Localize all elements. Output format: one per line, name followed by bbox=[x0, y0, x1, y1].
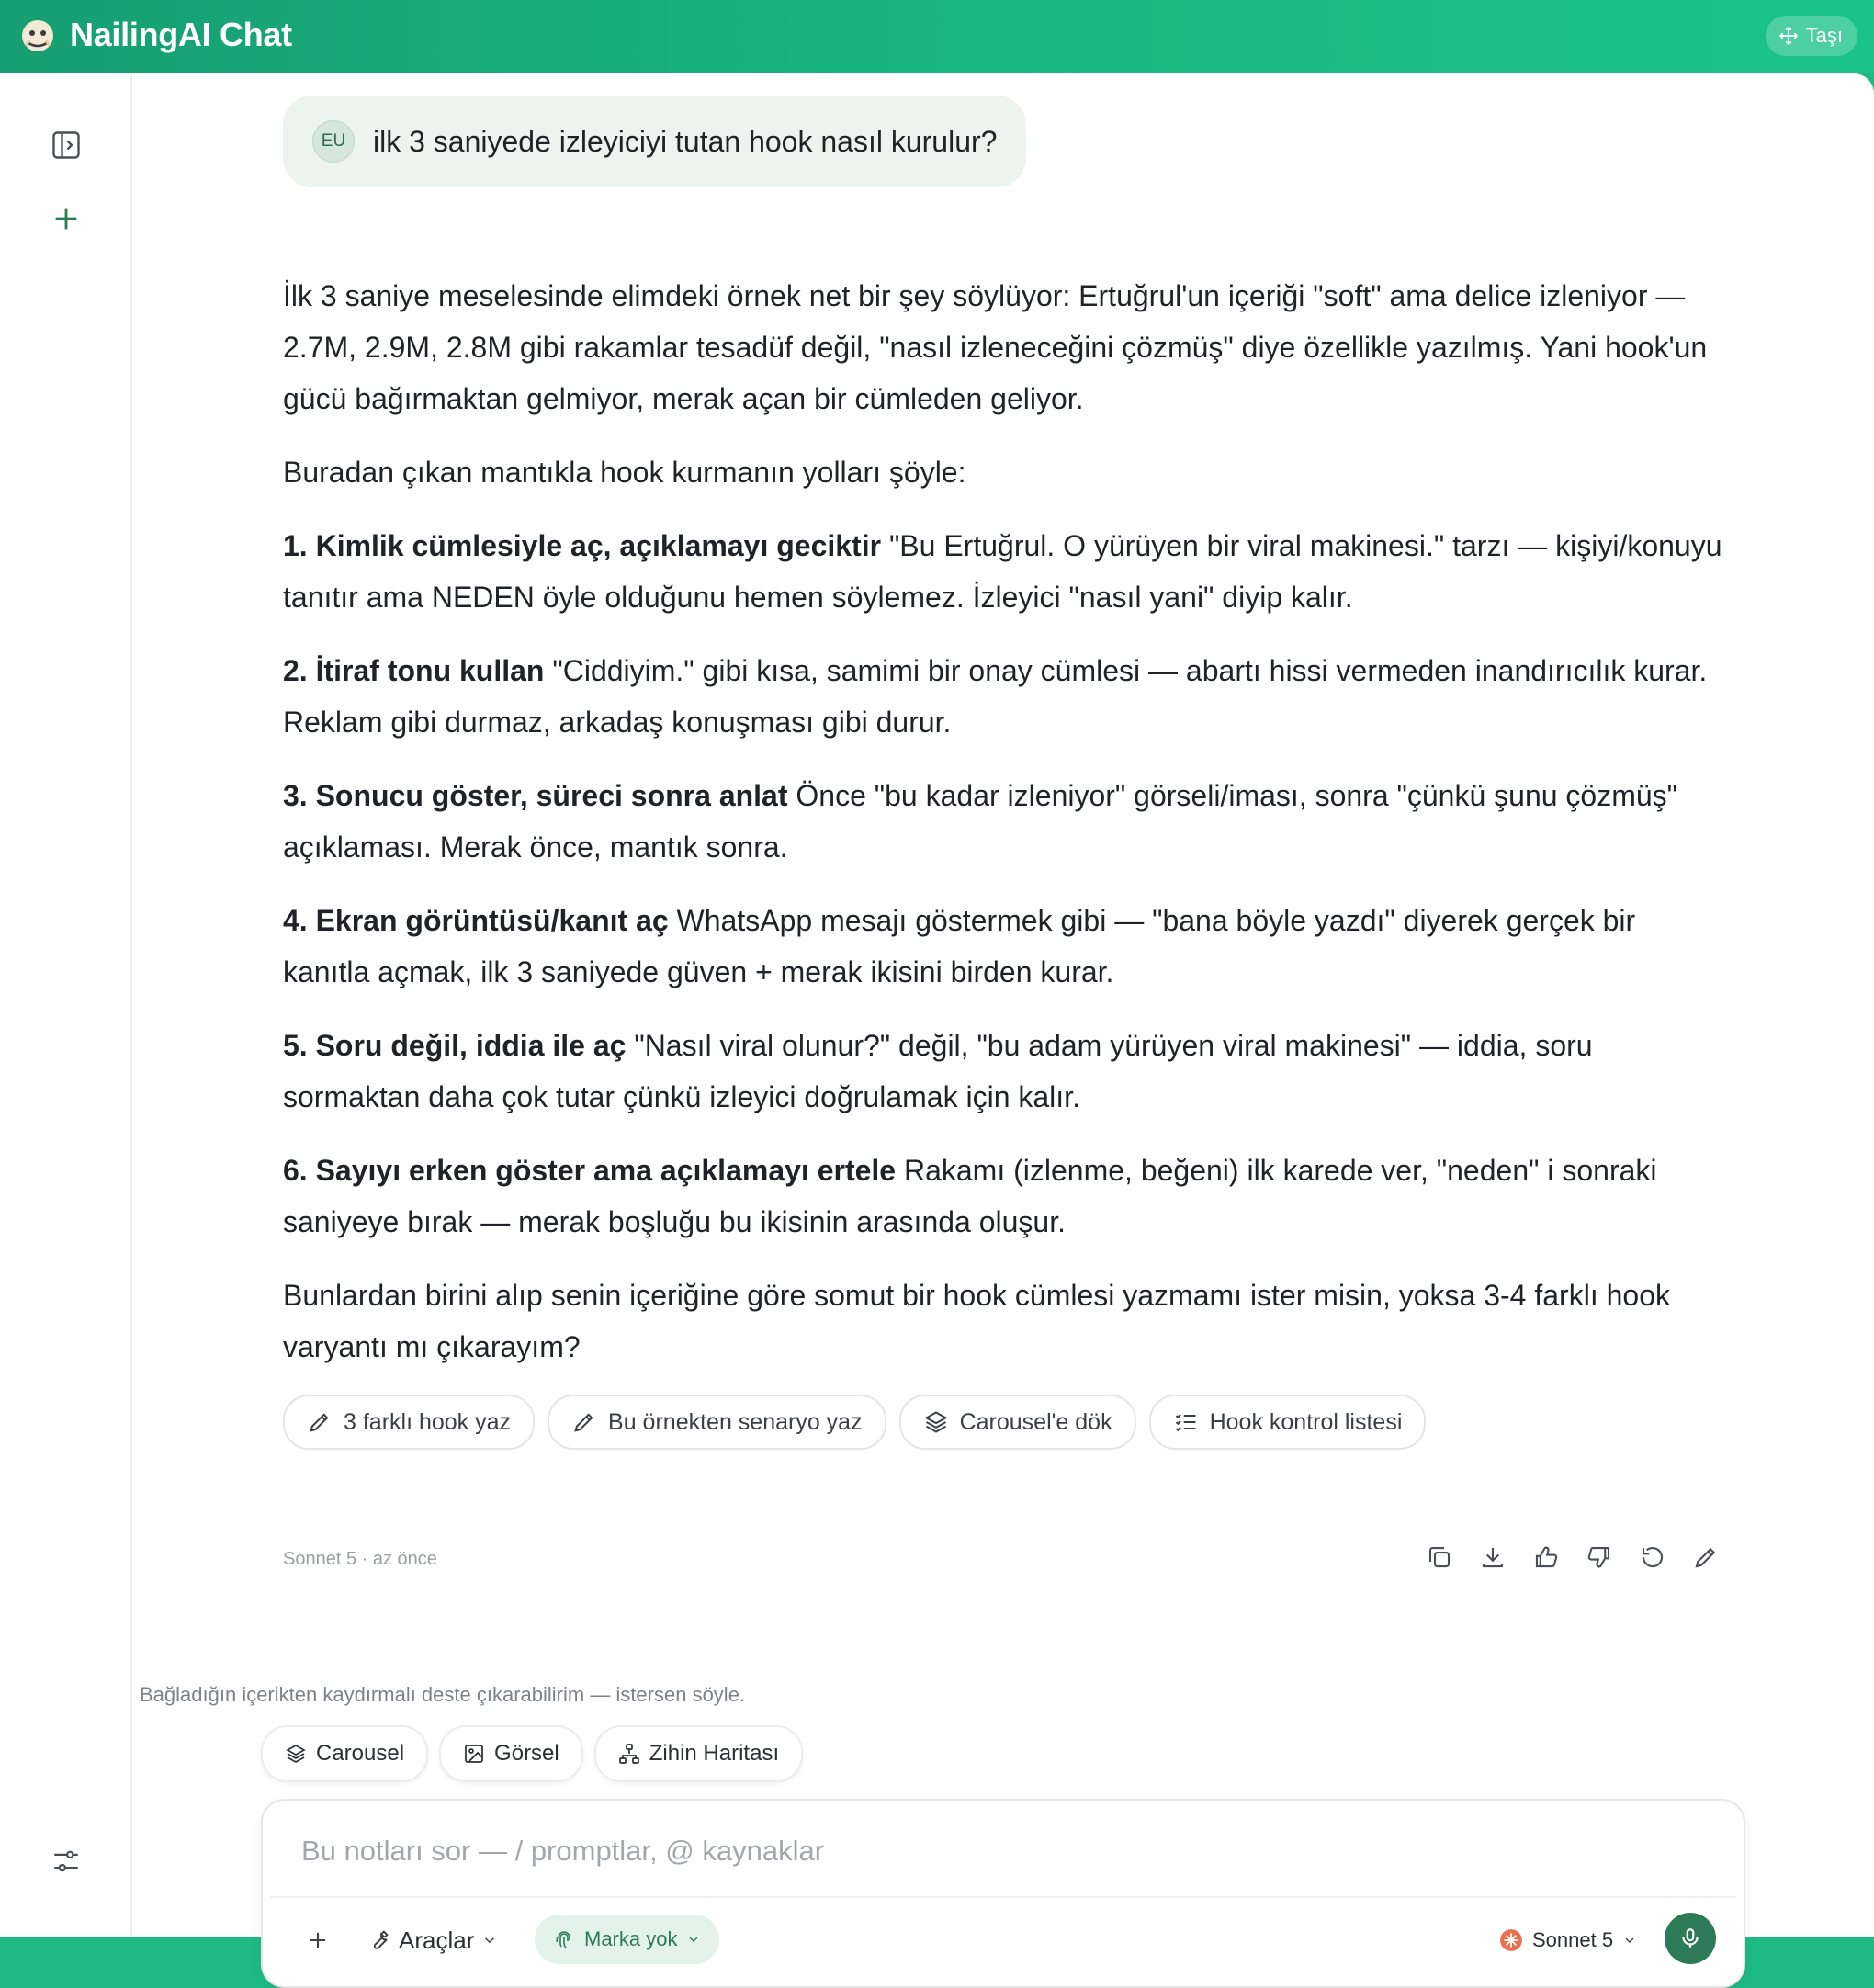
move-icon bbox=[1778, 26, 1799, 46]
sidebar bbox=[0, 73, 132, 1937]
move-window-label: Taşı bbox=[1805, 24, 1843, 47]
mode-chip-mindmap[interactable] bbox=[594, 1725, 803, 1782]
thumbs-up-icon bbox=[1532, 1543, 1560, 1571]
answer-item-text: Önce "bu kadar izleniyor" görseli/iması, sonra "çünkü şunu çözmüş" açıklaması. Merak önce, mantık sonra. bbox=[283, 779, 1678, 864]
answer-lead: Buradan çıkan mantıkla hook kurmanın yolları şöyle: bbox=[283, 456, 966, 489]
thumbs-up-button[interactable] bbox=[1532, 1543, 1560, 1571]
message-input[interactable] bbox=[299, 1834, 1681, 1869]
message-time: az önce bbox=[372, 1549, 437, 1569]
answer-item-title: 1. Kimlik cümlesiyle aç, açıklamayı geciktir bbox=[283, 529, 882, 562]
move-window-button[interactable] bbox=[1766, 16, 1857, 56]
message-meta: Sonnet 5 · az önce bbox=[283, 1549, 437, 1569]
avatar: EU bbox=[312, 120, 355, 163]
suggestion-chip-label: Carousel'e dök bbox=[959, 1408, 1112, 1435]
settings-button[interactable] bbox=[46, 1841, 86, 1881]
pencil-icon bbox=[307, 1409, 333, 1435]
refresh-icon bbox=[1639, 1543, 1666, 1571]
thumbs-down-icon bbox=[1586, 1543, 1613, 1571]
pencil-icon bbox=[571, 1409, 597, 1435]
fingerprint-icon bbox=[553, 1928, 575, 1950]
answer-item bbox=[283, 895, 1725, 998]
composer bbox=[261, 1799, 1745, 1988]
mode-chip-label: Görsel bbox=[494, 1741, 559, 1766]
image-icon bbox=[463, 1743, 485, 1765]
answer-item-text: "Bu Ertuğrul. O yürüyen bir viral makinesi." tarzı — kişiyi/konuyu tanıtır ama NEDEN öyle olduğunu hemen söylemez. İzleyici "nasıl yani" diyip kalır. bbox=[283, 529, 1722, 614]
checklist-icon bbox=[1173, 1409, 1199, 1435]
model-label: Sonnet 5 bbox=[1532, 1928, 1614, 1951]
answer-item-text: WhatsApp mesajı göstermek gibi — "bana böyle yazdı" diyerek gerçek bir kanıtla açmak, ilk 3 saniyede güven + merak ikisini birden kurar. bbox=[283, 904, 1636, 988]
plus-icon bbox=[51, 203, 82, 234]
answer-item-text: Rakamı (izlenme, beğeni) ilk karede ver, "neden" i sonraki saniyeye bırak — merak boşluğu bu ikisinin arasında oluşur. bbox=[283, 1154, 1657, 1238]
download-icon bbox=[1479, 1543, 1507, 1571]
brand-label: Marka yok bbox=[584, 1927, 678, 1950]
model-name: Sonnet 5 bbox=[283, 1549, 357, 1569]
chevron-down-icon bbox=[1622, 1933, 1637, 1948]
mode-chip-image[interactable] bbox=[439, 1725, 583, 1782]
toggle-sidebar-button[interactable] bbox=[46, 125, 86, 165]
download-button[interactable] bbox=[1479, 1543, 1507, 1571]
model-selector[interactable] bbox=[1499, 1922, 1637, 1959]
pencil-icon bbox=[1692, 1543, 1720, 1571]
attach-button[interactable] bbox=[299, 1922, 336, 1959]
copy-button[interactable] bbox=[1426, 1543, 1453, 1571]
suggestion-chips bbox=[283, 1395, 1426, 1450]
suggestion-chip-carousel[interactable] bbox=[899, 1395, 1136, 1450]
edit-button[interactable] bbox=[1692, 1543, 1720, 1571]
answer-item bbox=[283, 645, 1725, 748]
answer-item bbox=[283, 520, 1725, 623]
answer-item-title: 5. Soru değil, iddia ile aç bbox=[283, 1029, 627, 1062]
answer-item-text: "Nasıl viral olunur?" değil, "bu adam yürüyen viral makinesi" — iddia, soru sormaktan daha çok tutar çünkü izleyici doğrulamak için kalır. bbox=[283, 1029, 1593, 1113]
sidebar-toggle-icon bbox=[50, 129, 83, 162]
brand-dropdown[interactable] bbox=[535, 1915, 719, 1964]
app-logo-icon bbox=[20, 18, 55, 53]
user-message-text: ilk 3 saniyede izleyiciyi tutan hook nasıl kurulur? bbox=[373, 124, 998, 158]
answer-intro: İlk 3 saniye meselesinde elimdeki örnek net bir şey söylüyor: Ertuğrul'un içeriği "soft" ama delice izleniyor — 2.7M, 2.9M, 2.8M gibi rakamlar tesadüf değil, "nasıl izleneceğini çözmüş" diye özellikle yazılmış. Yani hook'un gücü bağırmaktan gelmiyor, merak açan bir cümleden geliyor. bbox=[283, 279, 1708, 415]
wrench-icon bbox=[366, 1927, 391, 1953]
chevron-down-icon bbox=[481, 1932, 498, 1948]
plus-icon bbox=[305, 1927, 331, 1953]
suggestion-chip-scenario[interactable] bbox=[548, 1395, 886, 1450]
layers-icon bbox=[923, 1409, 949, 1435]
answer-item bbox=[283, 770, 1725, 873]
answer-closing: Bunlardan birini alıp senin içeriğine göre somut bir hook cümlesi yazmamı ister misin, yoksa 3-4 farklı hook varyantı mı çıkarayım? bbox=[283, 1279, 1670, 1363]
layers-icon bbox=[285, 1743, 307, 1765]
title-bar bbox=[0, 0, 1874, 73]
composer-hint: Bağladığın içerikten kaydırmalı deste çıkarabilirim — istersen söyle. bbox=[140, 1683, 746, 1706]
answer-item bbox=[283, 1145, 1725, 1248]
composer-divider bbox=[270, 1896, 1736, 1898]
thumbs-down-button[interactable] bbox=[1586, 1543, 1613, 1571]
answer-item bbox=[283, 1020, 1725, 1123]
answer-item-title: 2. İtiraf tonu kullan bbox=[283, 654, 545, 687]
tools-dropdown[interactable] bbox=[366, 1920, 498, 1960]
mode-chip-label: Zihin Haritası bbox=[649, 1741, 780, 1766]
app-title: NailingAI Chat bbox=[70, 16, 292, 53]
main-panel bbox=[0, 73, 1874, 1954]
message-actions bbox=[1426, 1543, 1720, 1571]
chevron-down-icon bbox=[686, 1932, 701, 1947]
sliders-icon bbox=[51, 1846, 82, 1877]
suggestion-chip-checklist[interactable] bbox=[1149, 1395, 1427, 1450]
suggestion-chip-label: 3 farklı hook yaz bbox=[344, 1408, 512, 1435]
suggestion-chip-hooks[interactable] bbox=[283, 1395, 535, 1450]
new-chat-button[interactable] bbox=[46, 198, 86, 239]
answer-item-title: 4. Ekran görüntüsü/kanıt aç bbox=[283, 904, 669, 937]
mode-chip-carousel[interactable] bbox=[261, 1725, 428, 1782]
mindmap-icon bbox=[618, 1743, 640, 1765]
tools-label: Araçlar bbox=[399, 1926, 475, 1954]
voice-input-button[interactable] bbox=[1665, 1913, 1716, 1964]
assistant-message bbox=[283, 270, 1725, 1395]
user-message-bubble bbox=[283, 96, 1026, 187]
suggestion-chip-label: Hook kontrol listesi bbox=[1209, 1408, 1403, 1435]
mode-chips bbox=[261, 1725, 803, 1782]
model-logo-icon bbox=[1499, 1928, 1523, 1952]
answer-item-title: 6. Sayıyı erken göster ama açıklamayı ertele bbox=[283, 1154, 897, 1187]
microphone-icon bbox=[1678, 1926, 1702, 1950]
mode-chip-label: Carousel bbox=[316, 1741, 405, 1766]
copy-icon bbox=[1426, 1543, 1453, 1571]
regenerate-button[interactable] bbox=[1639, 1543, 1666, 1571]
suggestion-chip-label: Bu örnekten senaryo yaz bbox=[608, 1408, 863, 1435]
answer-item-text: "Ciddiyim." gibi kısa, samimi bir onay cümlesi — abartı hissi vermeden inandırıcılık kurar. Reklam gibi durmaz, arkadaş konuşması gibi durur. bbox=[283, 654, 1708, 739]
answer-item-title: 3. Sonucu göster, süreci sonra anlat bbox=[283, 779, 788, 812]
